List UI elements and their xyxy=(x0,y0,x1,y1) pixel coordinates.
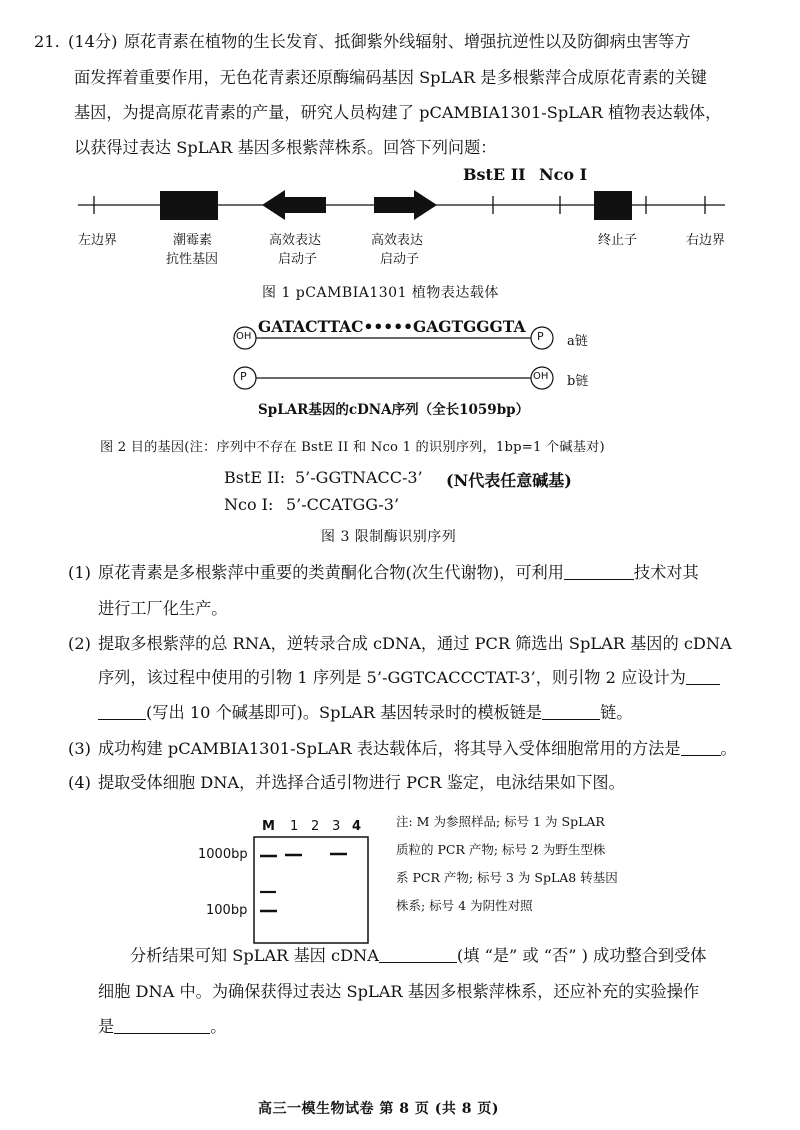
q1-text-a: 原花青素是多根紫萍中重要的类黄酮化合物(次生代谢物)，可利用 xyxy=(98,563,564,582)
cdna-sequence: GATACTTAC•••••GAGTGGGTA xyxy=(258,317,526,336)
q2-primer-blank-1[interactable] xyxy=(686,668,720,685)
marker-1000bp: 1000bp xyxy=(198,847,248,862)
q4-analysis-line-2: 细胞 DNA 中。为确保获得过表达 SpLAR 基因多根紫萍株系，还应补充的实验操作 xyxy=(98,982,700,1001)
q4-analysis-3a: 是 xyxy=(98,1017,115,1036)
q2-primer-blank-2[interactable] xyxy=(98,703,146,720)
terminator-label: 终止子 xyxy=(598,233,638,248)
q3-end: 。 xyxy=(720,739,737,758)
figure-3-caption: 图 3 限制酶识别序列 xyxy=(321,529,457,545)
page-footer: 高三一模生物试卷 第 8 页 (共 8 页) xyxy=(258,1101,499,1117)
gel-note xyxy=(396,808,618,920)
q3-method-blank[interactable] xyxy=(681,739,721,756)
chain-b-label: b链 xyxy=(567,374,589,389)
q1-answer-blank[interactable] xyxy=(564,563,634,580)
gel-note-line-3: 系 PCR 产物; 标号 3 为 SpLA8 转基因 xyxy=(396,870,618,885)
q1-text-b: 技术对其 xyxy=(633,563,699,582)
q4-analysis-line-1 xyxy=(130,946,706,966)
hygromycin-label-2: 抗性基因 xyxy=(166,252,219,267)
q1-line-1 xyxy=(98,563,699,583)
lane-label-m: M xyxy=(262,819,275,834)
q4-analysis-a: 分析结果可知 SpLAR 基因 cDNA xyxy=(130,946,379,965)
oh-label-b: OH xyxy=(533,371,549,382)
q2-line-1: 提取多根紫萍的总 RNA，逆转录合成 cDNA，通过 PCR 筛选出 SpLAR 基因的 cDNA xyxy=(98,634,732,653)
gel-note-line-4: 株系; 标号 4 为阴性对照 xyxy=(396,898,533,913)
q4-analysis-b: (填 “是” 或 “否” ) 成功整合到受体 xyxy=(456,946,707,965)
q4-line-1: 提取受体细胞 DNA，并选择合适引物进行 PCR 鉴定，电泳结果如下图。 xyxy=(98,773,625,792)
q2-template-blank[interactable] xyxy=(542,703,600,720)
bste-note: (N代表任意碱基) xyxy=(446,471,572,490)
lane-label-2: 2 xyxy=(311,819,320,834)
bste-sequence: 5’-GGTNACC-3’ xyxy=(295,468,423,487)
hygromycin-gene-box xyxy=(160,191,218,220)
cdna-length-label: SpLAR基因的cDNA序列（全长1059bp） xyxy=(258,402,530,418)
q1-number: (1) xyxy=(68,563,91,582)
figure-2-caption: 图 2 目的基因(注：序列中不存在 BstE II 和 Nco 1 的识别序列，1bp=1 个碱基对) xyxy=(100,440,605,455)
q3-text: 成功构建 pCAMBIA1301-SpLAR 表达载体后，将其导入受体细胞常用的方法是 xyxy=(98,739,681,758)
promoter-a-label-2: 启动子 xyxy=(278,252,318,267)
right-border-label: 右边界 xyxy=(686,233,726,248)
figure-1-caption: 图 1 pCAMBIA1301 植物表达载体 xyxy=(262,285,499,301)
left-border-label: 左边界 xyxy=(78,233,118,248)
q4-analysis-line-3 xyxy=(98,1017,226,1037)
promoter-b-label-1: 高效表达 xyxy=(371,233,424,248)
lane-label-3: 3 xyxy=(332,819,341,834)
p-label-a: P xyxy=(537,330,544,343)
nco-name: Nco I: xyxy=(224,495,274,514)
p-label-b: P xyxy=(240,370,247,383)
question-number: 21. xyxy=(34,32,60,51)
nco-sequence: 5’-CCATGG-3’ xyxy=(286,495,400,514)
promoter-a-label-1: 高效表达 xyxy=(269,233,322,248)
intro-line-1: 原花青素在植物的生长发育、抵御紫外线辐射、增强抗逆性以及防御病虫害等方 xyxy=(124,32,691,51)
marker-100bp: 100bp xyxy=(206,903,248,918)
promoter-arrow-right xyxy=(374,190,437,220)
q2-line-3 xyxy=(98,703,633,723)
hygromycin-label-1: 潮霉素 xyxy=(173,233,213,248)
intro-line-2: 面发挥着重要作用，无色花青素还原酶编码基因 SpLAR 是多根紫萍合成原花青素的关键 xyxy=(74,68,707,87)
terminator-box xyxy=(594,191,632,220)
intro-line-3: 基因，为提高原花青素的产量，研究人员构建了 pCAMBIA1301-SpLAR 植物表达载体， xyxy=(74,103,722,122)
promoter-b-label-2: 启动子 xyxy=(380,252,420,267)
lane-label-1: 1 xyxy=(290,819,299,834)
q3-line-1 xyxy=(98,739,737,759)
question-score: (14分) xyxy=(68,32,118,51)
q4-analysis-3b: 。 xyxy=(210,1017,227,1036)
gel-frame xyxy=(254,837,368,943)
chain-a-label: a链 xyxy=(567,334,588,349)
q2-text-3b: 链。 xyxy=(600,703,633,722)
gel-note-line-2: 质粒的 PCR 产物; 标号 2 为野生型株 xyxy=(396,842,606,857)
q4-number: (4) xyxy=(68,773,91,792)
q2-text-2: 序列，该过程中使用的引物 1 序列是 5’-GGTCACCCTAT-3’，则引物 2 应设计为 xyxy=(98,668,686,687)
nco-label: Nco I xyxy=(539,165,588,184)
lane-label-4: 4 xyxy=(352,819,362,834)
oh-label-a: OH xyxy=(236,331,252,342)
q2-text-3a: (写出 10 个碱基即可)。SpLAR 基因转录时的模板链是 xyxy=(146,703,543,722)
bste-name: BstE II: xyxy=(224,468,286,487)
promoter-arrow-left xyxy=(262,190,326,220)
q3-number: (3) xyxy=(68,739,91,758)
q4-yes-no-blank[interactable] xyxy=(379,946,457,963)
intro-line-4: 以获得过表达 SpLAR 基因多根紫萍株系。回答下列问题： xyxy=(74,138,497,157)
bste-label: BstE II xyxy=(463,165,526,184)
q4-operation-blank[interactable] xyxy=(114,1017,210,1034)
q2-number: (2) xyxy=(68,634,91,653)
q1-line-2: 进行工厂化生产。 xyxy=(98,599,228,618)
q2-line-2 xyxy=(98,668,720,688)
gel-note-line-1: 注: M 为参照样品; 标号 1 为 SpLAR xyxy=(396,814,605,829)
